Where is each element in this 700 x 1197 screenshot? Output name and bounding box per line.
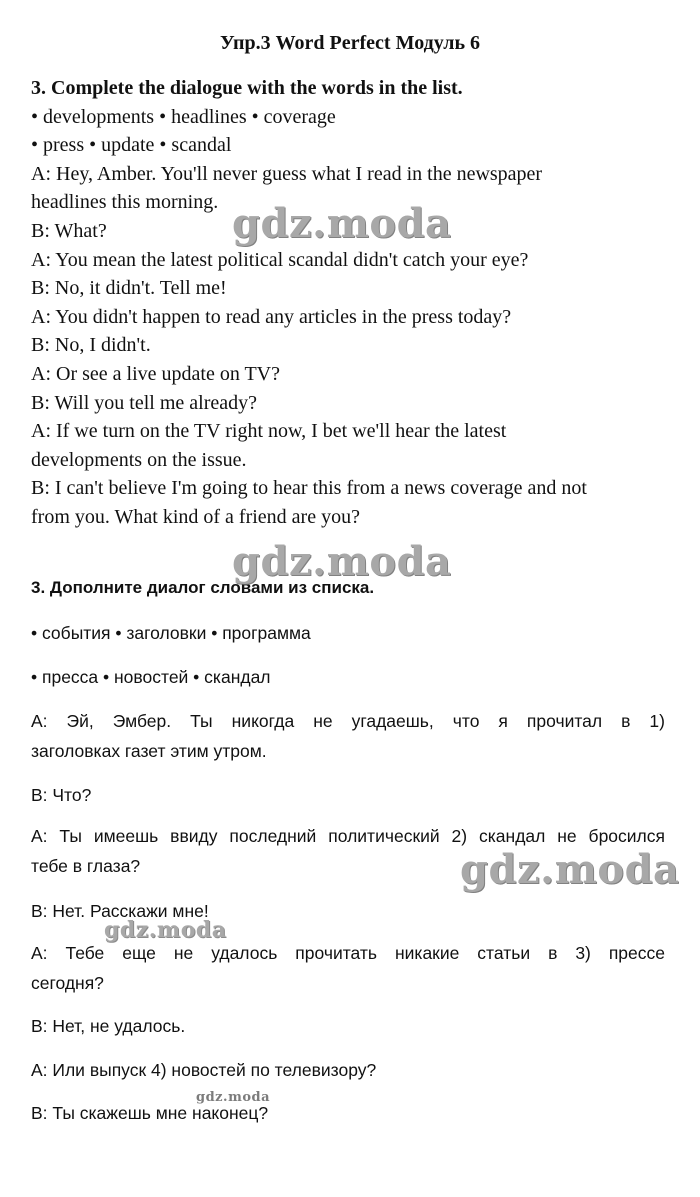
line-first: А: Эй, Эмбер. Ты никогда не угадаешь, что я прочитал в 1) xyxy=(31,711,665,731)
russian-dialogue-line xyxy=(31,1055,665,1085)
line-rest: сегодня? xyxy=(31,973,104,993)
line-first: В: Нет, не удалось. xyxy=(31,1016,186,1036)
dialogue-line: A: You didn't happen to read any articles in the press today? xyxy=(31,305,512,328)
english-word-list-2: • press • update • scandal xyxy=(31,134,232,157)
dialogue-line: from you. What kind of a friend are you? xyxy=(31,505,360,528)
dialogue-line: B: I can't believe I'm going to hear this from a news coverage and not xyxy=(31,477,587,500)
english-word-list-1: • developments • headlines • coverage xyxy=(31,105,336,128)
watermark-logo: gdz.moda xyxy=(460,846,680,893)
page-title: Упр.3 Word Perfect Модуль 6 xyxy=(219,32,481,54)
dialogue-line: A: Or see a live update on TV? xyxy=(31,362,280,385)
line-first: А: Тебе еще не удалось прочитать никакие статьи в 3) прессе xyxy=(31,943,665,963)
dialogue-line: B: No, I didn't. xyxy=(31,334,151,357)
russian-dialogue-line xyxy=(31,1011,665,1041)
english-section xyxy=(31,74,671,532)
dialogue-line: A: If we turn on the TV right now, I bet we'll hear the latest xyxy=(31,420,507,443)
russian-dialogue-line xyxy=(31,1098,665,1128)
russian-word-list-1: • события • заголовки • программа xyxy=(31,623,311,643)
dialogue-line: A: Hey, Amber. You'll never guess what I read in the newspaper xyxy=(31,162,543,185)
line-rest: тебе в глаза? xyxy=(31,856,141,876)
russian-heading: 3. Дополните диалог словами из списка. xyxy=(31,578,375,597)
line-rest: заголовках газет этим утром. xyxy=(31,741,267,761)
russian-dialogue-line xyxy=(31,706,665,766)
english-heading: 3. Complete the dialogue with the words in the list. xyxy=(31,77,463,99)
line-first: А: Или выпуск 4) новостей по телевизору? xyxy=(31,1060,377,1080)
watermark-logo: gdz.moda xyxy=(196,1090,271,1105)
dialogue-line: B: Will you tell me already? xyxy=(31,391,257,414)
line-first: В: Нет. Расскажи мне! xyxy=(31,901,209,921)
russian-dialogue-line xyxy=(31,938,665,998)
watermark-logo: gdz.moda xyxy=(104,917,227,943)
russian-dialogue-line xyxy=(31,780,665,810)
dialogue-line: B: What? xyxy=(31,219,107,242)
dialogue-line: developments on the issue. xyxy=(31,448,247,471)
line-first: А: Ты имеешь ввиду последний политический 2) скандал не бросился xyxy=(31,826,665,846)
line-first: В: Что? xyxy=(31,785,92,805)
russian-word-list-2: • пресса • новостей • скандал xyxy=(31,667,271,687)
line-first: В: Ты скажешь мне наконец? xyxy=(31,1103,269,1123)
dialogue-line: B: No, it didn't. Tell me! xyxy=(31,277,227,300)
dialogue-line: A: You mean the latest political scandal didn't catch your eye? xyxy=(31,248,529,271)
watermark-logo: gdz.moda xyxy=(232,538,452,585)
dialogue-line: headlines this morning. xyxy=(31,191,219,214)
watermark-logo: gdz.moda xyxy=(232,200,452,247)
